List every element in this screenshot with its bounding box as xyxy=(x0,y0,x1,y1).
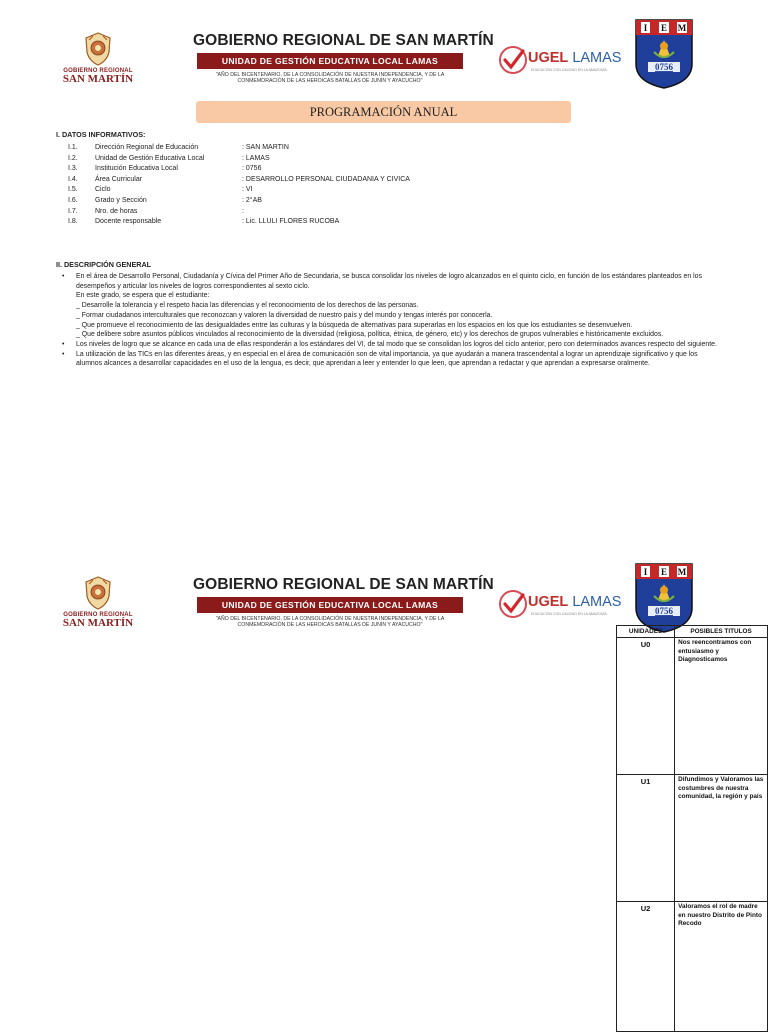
check-icon xyxy=(498,45,528,75)
seal-icon xyxy=(83,32,113,66)
info-number: I.8. xyxy=(68,218,78,226)
quote-line2: CONMEMORACIÓN DE LAS HEROICAS BATALLAS DE JUNÍN Y AYACUCHO" xyxy=(237,622,423,629)
ugel-logo xyxy=(498,45,622,81)
info-number: I.2. xyxy=(68,154,78,162)
header-center xyxy=(193,32,494,85)
units-table xyxy=(616,625,768,1032)
regional-government-logo xyxy=(62,32,134,85)
info-label: Docente responsable xyxy=(95,218,162,226)
logo-line2: SAN MARTÍN xyxy=(62,617,134,629)
crest-letter-1: I xyxy=(643,23,648,33)
info-label: Grado y Sección xyxy=(95,196,147,204)
crest-icon xyxy=(632,560,696,634)
table-row xyxy=(617,902,768,1032)
title-cell: Difundimos y Valoramos las costumbres de nuestra comunidad, la región y país xyxy=(675,775,768,902)
ugel-subtitle: EDUCACIÓN CON CALIDAD EN LA AMAZONÍA xyxy=(531,68,607,72)
ugel-word1: UGEL xyxy=(528,50,569,66)
table-row xyxy=(617,775,768,902)
ugel-word2: LAMAS xyxy=(572,50,622,66)
info-value: : LAMAS xyxy=(242,154,270,162)
ugel-word1: UGEL xyxy=(528,594,569,610)
info-value: : 2°AB xyxy=(242,196,262,204)
quote-line2: CONMEMORACIÓN DE LAS HEROICAS BATALLAS DE JUNÍN Y AYACUCHO" xyxy=(237,78,423,85)
crest-letter-3: M xyxy=(677,23,687,33)
header-quote xyxy=(193,72,467,85)
description-paragraph: _ Que promueve el reconocimiento de las desigualdades entre las culturas y la búsqueda de alternativas para superarlas en los espacios en los que los estudiantes se desenvuelven. xyxy=(76,321,633,329)
logo-line2: SAN MARTÍN xyxy=(62,73,134,85)
regional-government-logo xyxy=(62,576,134,629)
crest-number: 0756 xyxy=(655,62,673,72)
ugel-text xyxy=(528,594,621,610)
section1-heading: I. DATOS INFORMATIVOS: xyxy=(56,130,146,139)
quote-line1: "AÑO DEL BICENTENARIO, DE LA CONSOLIDACIÓN DE NUESTRA INDEPENDENCIA, Y DE LA xyxy=(215,72,445,78)
description-bullet: • En el área de Desarrollo Personal, Ciudadanía y Cívica del Primer Año de Secundaria, se busca consolidar los niveles de logro alcanzados en el quinto ciclo, en función de los estándares planteados en los desempeños y articular los niveles de logros correspondientes al sexto ciclo. xyxy=(62,272,722,291)
info-value: : Lic. LLULI FLORES RUCOBA xyxy=(242,218,340,226)
info-number: I.7. xyxy=(68,207,78,215)
info-number: I.4. xyxy=(68,175,78,183)
unit-cell: U2 xyxy=(617,902,675,1032)
description-paragraph: _ Que delibere sobre asuntos públicos vinculados al reconocimiento de la diversidad (religiosa, política, étnica, de género, etc) y los derechos de grupos vulnerables e históricamente excluidos. xyxy=(76,331,664,339)
document-title: PROGRAMACIÓN ANUAL xyxy=(196,101,571,123)
crest-letter-1: I xyxy=(643,567,648,577)
quote-line1: "AÑO DEL BICENTENARIO, DE LA CONSOLIDACIÓN DE NUESTRA INDEPENDENCIA, Y DE LA xyxy=(215,616,445,622)
crest-letter-3: M xyxy=(677,567,687,577)
info-value: : xyxy=(242,207,244,215)
description-bullet: • Los niveles de logro que se alcance en cada una de ellas responderán a los estándares del VI, de tal modo que se consolidan los logros del ciclo anterior, pero con determinados avances respecto del siguiente. xyxy=(62,340,722,350)
info-number: I.3. xyxy=(68,165,78,173)
seal-icon xyxy=(83,576,113,610)
check-icon xyxy=(498,589,528,619)
logo-line1: GOBIERNO REGIONAL xyxy=(63,68,133,74)
title-cell: Nos reencontramos con entusiasmo y Diagnosticamos xyxy=(675,638,768,775)
section2-heading: II. DESCRIPCIÓN GENERAL xyxy=(56,260,152,269)
header-title: GOBIERNO REGIONAL DE SAN MARTÍN xyxy=(193,576,494,593)
header-band: UNIDAD DE GESTIÓN EDUCATIVA LOCAL LAMAS xyxy=(197,53,463,69)
ugel-word2: LAMAS xyxy=(572,594,622,610)
school-crest xyxy=(632,560,696,634)
info-value: : DESARROLLO PERSONAL CIUDADANIA Y CIVICA xyxy=(242,175,410,183)
header-title: GOBIERNO REGIONAL DE SAN MARTÍN xyxy=(193,32,494,49)
info-value: : VI xyxy=(242,186,253,194)
info-label: Ciclo xyxy=(95,186,111,194)
column-header-titles: POSIBLES TITULOS xyxy=(675,626,768,638)
description-paragraph: En este grado, se espera que el estudiante: xyxy=(76,292,210,300)
title-cell: Valoramos el rol de madre en nuestro Distrito de Pinto Recodo xyxy=(675,902,768,1032)
description-paragraph: _ Desarrolle la tolerancia y el respeto hacia las diferencias y el reconocimiento de los derechos de las personas. xyxy=(76,302,419,310)
info-value: : SAN MARTIN xyxy=(242,144,289,151)
info-label: Dirección Regional de Educación xyxy=(95,144,199,151)
column-header-units: UNIDADES xyxy=(617,626,675,638)
info-value: : 0756 xyxy=(242,165,262,173)
info-label: Área Curricular xyxy=(95,175,143,183)
unit-cell: U0 xyxy=(617,638,675,775)
ugel-subtitle: EDUCACIÓN CON CALIDAD EN LA AMAZONÍA xyxy=(531,612,607,616)
crest-letter-2: E xyxy=(660,567,668,577)
header-band: UNIDAD DE GESTIÓN EDUCATIVA LOCAL LAMAS xyxy=(197,597,463,613)
info-number: I.5. xyxy=(68,186,78,194)
crest-number: 0756 xyxy=(655,606,673,616)
info-label: Institución Educativa Local xyxy=(95,165,178,173)
table-row xyxy=(617,638,768,775)
info-number: I.6. xyxy=(68,196,78,204)
header-quote xyxy=(193,616,467,629)
crest-icon xyxy=(632,16,696,90)
info-label: Nro. de horas xyxy=(95,207,138,215)
header-center xyxy=(193,576,494,629)
school-crest xyxy=(632,16,696,90)
ugel-text xyxy=(528,50,621,66)
info-label: Unidad de Gestión Educativa Local xyxy=(95,154,205,162)
logo-line1: GOBIERNO REGIONAL xyxy=(63,612,133,618)
description-paragraph: _ Formar ciudadanos interculturales que reconozcan y valoren la diversidad de nuestro país y del mundo y tengas interés por conocerla. xyxy=(76,311,493,319)
table-header-row xyxy=(617,626,768,638)
info-number: I.1. xyxy=(68,144,78,151)
general-description xyxy=(62,272,722,369)
ugel-logo xyxy=(498,589,622,625)
unit-cell: U1 xyxy=(617,775,675,902)
description-bullet: • La utilización de las TICs en las diferentes áreas, y en especial en el área de comunicación son de vital importancia, ya que ayudarán a manera trascendental a lograr un aprendizaje significativo y que los alumnos alcances a desarrollar capacidades en el uso de la lengua, es decir, que aprendan a leer y entender lo que leen, que aprendan a redactar y que aprendan a expresarse oralmente. xyxy=(62,350,722,369)
crest-letter-2: E xyxy=(660,23,668,33)
